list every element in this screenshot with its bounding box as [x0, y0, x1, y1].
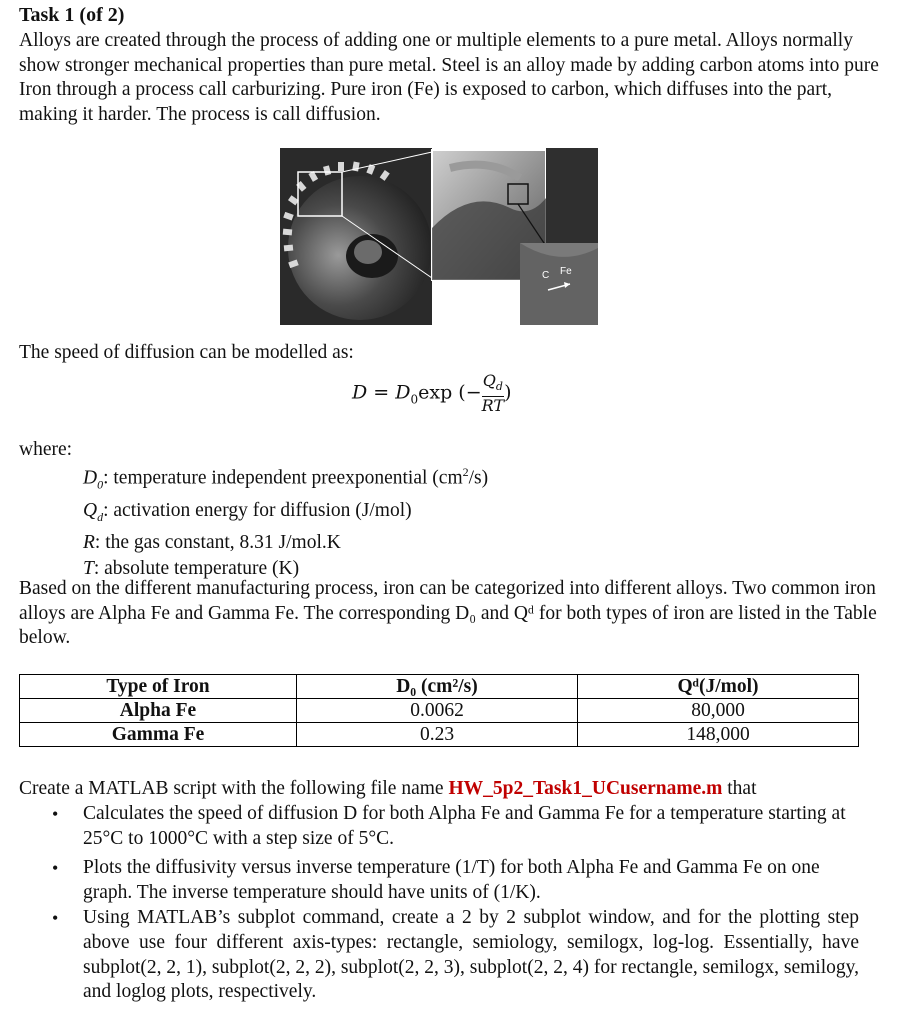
intro-paragraph: Alloys are created through the process of adding one or multiple elements to a pure metal. Alloys normally show stronger mechanical properties than pure metal. Steel is an alloy made by adding carbon atoms into pure Iron through a process call carburizing. Pure iron (Fe) is exposed to carbon, which diffuses into the part, making it harder. The process is call diffusion. — [19, 30, 879, 125]
table-header: Qᵈ(J/mol) — [578, 675, 859, 699]
table-header: Type of Iron — [20, 675, 297, 699]
definition-t: T: absolute temperature (K) — [83, 557, 300, 579]
definition-r: R: the gas constant, 8.31 J/mol.K — [83, 532, 341, 554]
eq-lhs: D — [352, 381, 368, 404]
definitions-list — [83, 460, 488, 581]
bullet-icon: • — [52, 804, 59, 824]
gear-figure — [280, 148, 598, 325]
eq-fraction — [482, 372, 504, 415]
diffusion-equation: $D = D_0\exp$ (− $\frac{Q_d}{RT}$ ) — [352, 371, 512, 416]
table-cell: 0.0062 — [297, 699, 578, 723]
alloys-paragraph: Based on the different manufacturing process, iron can be categorized into different alloys. Two common iron alloys are Alpha Fe and Gamma Fe. The corresponding D₀ and Qᵈ for both types of iron are listed in the Table below. — [19, 578, 877, 648]
list-item: • Using MATLAB’s subplot command, create a 2 by 2 subplot window, and for the plotting step above use four different axis-types: rectangle, semiology, semilogx, log-log. Essentially, have subplot(2, 2, 1), subplot(2, 2, 2), subplot(2, 2, 3), subplot(2, 2, 4) for rectangle, semilogx, semilogy, and loglog plots, respectively. — [52, 907, 859, 1003]
eq-denominator: RT — [481, 396, 505, 416]
definition-d0: $D_0$: temperature independent preexponential $(cm^2/s)$ — [83, 465, 489, 492]
iron-label: Fe — [560, 266, 572, 277]
where-label: where: — [19, 439, 73, 460]
eq-d0: D — [395, 381, 411, 404]
table-cell: 148,000 — [578, 723, 859, 747]
table-row — [20, 723, 859, 747]
task-title: Task 1 (of 2) — [19, 4, 125, 26]
table-header-row — [20, 675, 859, 699]
table-cell: 80,000 — [578, 699, 859, 723]
eq-d0-sub: 0 — [410, 392, 419, 407]
eq-exp: exp — [418, 381, 453, 404]
bullet-icon: • — [52, 908, 59, 928]
table-cell: 0.23 — [297, 723, 578, 747]
eq-equals: = — [373, 381, 390, 404]
table-header: D₀ (cm²/s) — [297, 675, 578, 699]
script-filename: HW_5p2_Task1_UCusername.m — [448, 778, 723, 799]
iron-properties-table — [19, 674, 859, 747]
script-instruction: Create a MATLAB script with the following file name HW_5p2_Task1_UCusername.m that — [19, 778, 757, 799]
table-cell: Alpha Fe — [20, 699, 297, 723]
table-row — [20, 699, 859, 723]
carbon-label: C — [542, 270, 550, 281]
list-item: • Calculates the speed of diffusion D for both Alpha Fe and Gamma Fe for a temperature starting at 25°C to 1000°C with a step size of 5°C. — [52, 803, 846, 849]
definition-qd: $Q_d$: activation energy for diffusion (J/mol) — [83, 499, 412, 524]
bullet-icon: • — [52, 858, 59, 878]
speed-text: The speed of diffusion can be modelled as: — [19, 342, 354, 363]
eq-numerator: Q — [482, 371, 496, 390]
eq-numerator-sub: d — [495, 380, 503, 394]
list-item: • Plots the diffusivity versus inverse temperature (1/T) for both Alpha Fe and Gamma Fe on one graph. The inverse temperature should have units of (1/K). — [52, 857, 820, 903]
table-cell: Gamma Fe — [20, 723, 297, 747]
